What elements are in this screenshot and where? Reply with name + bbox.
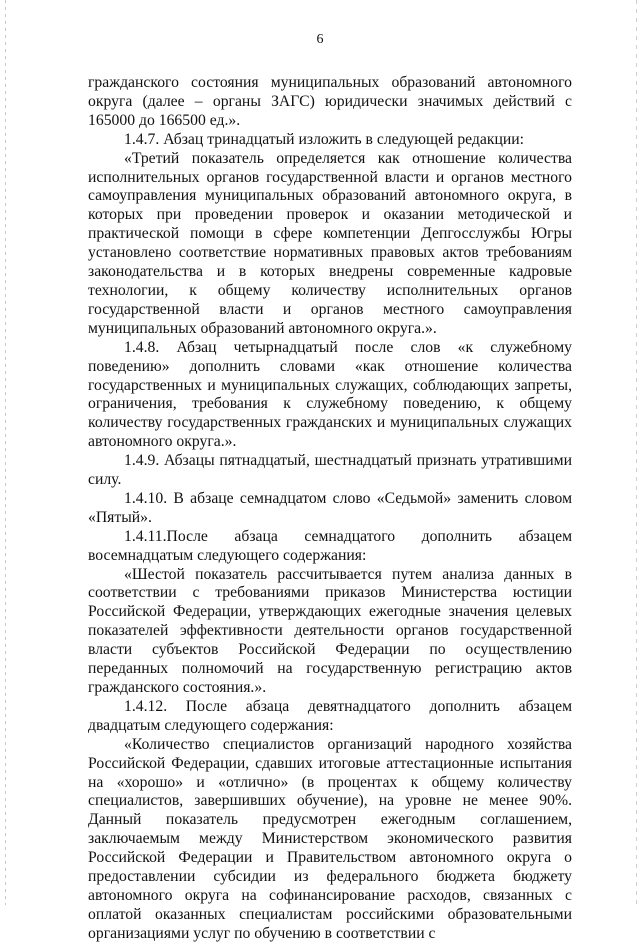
paragraph-item-1-4-11: 1.4.11.После абзаца семнадцатого дополнить абзацем восемнадцатым следующего содержания: (88, 527, 572, 564)
paragraph-quote-third-indicator: «Третий показатель определяется как отношение количества исполнительных органов государственной власти и органов местного самоуправления муниципальных образований автономного округа, в которых при проведении проверок и оказании методической и практической помощи в сфере компетенции Депгосслужбы Югры установлено соответствие нормативных правовых актов требованиям законодательства и в которых внедрены современные кадровые технологии, к общему количеству исполнительных органов государственной власти и органов местного самоуправления муниципальных образований автономного округа.». (88, 149, 572, 337)
paragraph-item-1-4-12: 1.4.12. После абзаца девятнадцатого дополнить абзацем двадцатым следующего содержания: (88, 697, 572, 734)
document-body (88, 74, 572, 944)
paragraph-quote-specialists-count: «Количество специалистов организаций народного хозяйства Российской Федерации, сдавших итоговые аттестационные испытания на «хорошо» и «отлично» (в процентах к общему количеству специалистов, завершивших обучение), на уровне не менее 90%. Данный показатель предусмотрен ежегодным соглашением, заключаемым между Министерством экономического развития Российской Федерации и Правительством автономного округа о предоставлении субсидии из федерального бюджета бюджету автономного округа на софинансирование расходов, связанных с оплатой оказанных специалистам российскими образовательными организациями услуг по обучению в соответствии с (88, 735, 572, 942)
scan-edge-right (636, 0, 637, 905)
page-number: 6 (316, 32, 324, 47)
paragraph-item-1-4-10: 1.4.10. В абзаце семнадцатом слово «Седьмой» заменить словом «Пятый». (88, 489, 572, 526)
scan-edge-left (5, 0, 6, 905)
paragraph-item-1-4-8: 1.4.8. Абзац четырнадцатый после слов «к служебному поведению» дополнить словами «как отношение количества государственных и муниципальных служащих, соблюдающих запреты, ограничения, требования к служебному поведению, к общему количеству государственных гражданских и муниципальных служащих автономного округа.». (88, 338, 572, 451)
paragraph-continuation: гражданского состояния муниципальных образований автономного округа (далее – органы ЗАГС) юридически значимых действий с 165000 до 166500 ед.». (88, 74, 572, 129)
paragraph-item-1-4-9: 1.4.9. Абзацы пятнадцатый, шестнадцатый признать утратившими силу. (88, 452, 572, 489)
paragraph-item-1-4-7: 1.4.7. Абзац тринадцатый изложить в следующей редакции: (124, 130, 525, 148)
paragraph-quote-sixth-indicator: «Шестой показатель рассчитывается путем анализа данных в соответствии с требованиями приказов Министерства юстиции Российской Федерации, утверждающих ежегодные значения целевых показателей эффективности деятельности органов государственной власти субъектов Российской Федерации по осуществлению переданных полномочий на государственную регистрацию актов гражданского состояния.». (88, 565, 572, 696)
